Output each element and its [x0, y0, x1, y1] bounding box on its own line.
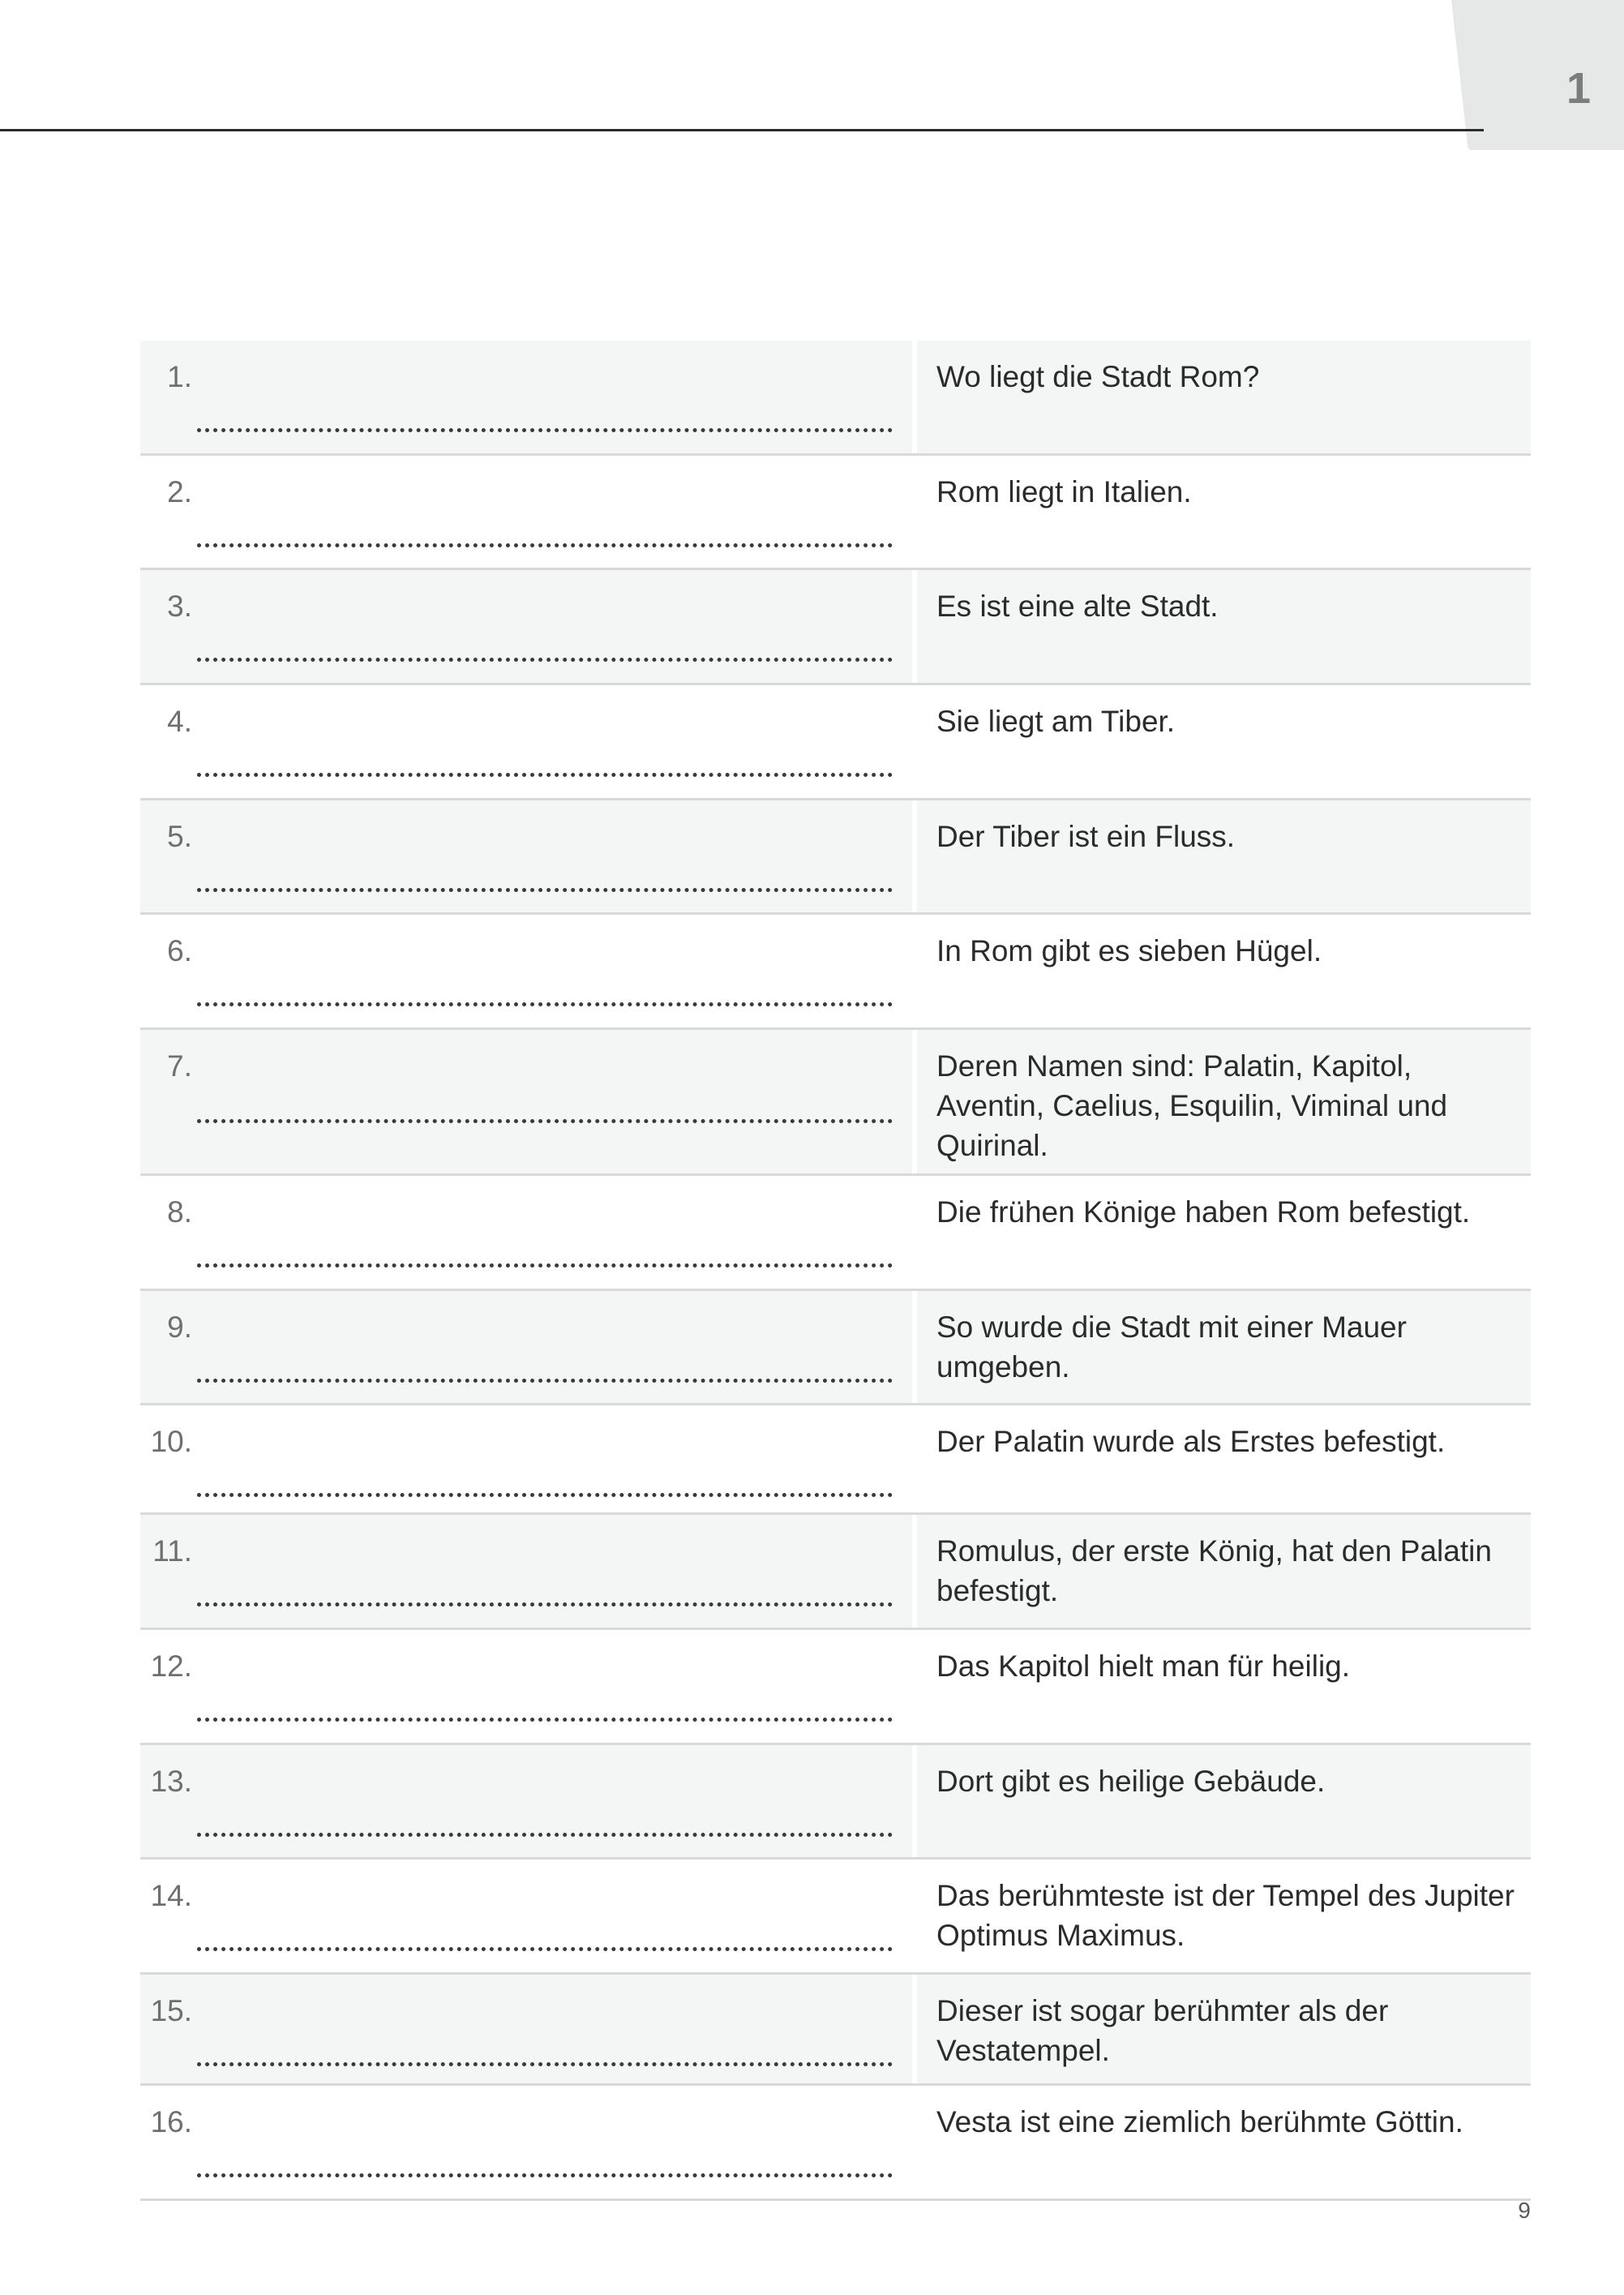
row-number: 11. [152, 1534, 192, 1568]
table-row [140, 915, 1531, 1030]
answer-line[interactable] [197, 1602, 893, 1606]
row-number: 13. [150, 1765, 192, 1798]
answer-line[interactable] [197, 1379, 893, 1383]
answer-line[interactable] [197, 773, 893, 777]
answer-line[interactable] [197, 1833, 893, 1837]
answer-line[interactable] [197, 2062, 893, 2066]
sentence-cell: Romulus, der erste König, hat den Palatin befestigt. [936, 1534, 1492, 1607]
table-row [140, 456, 1531, 570]
table-row [140, 1405, 1531, 1515]
row-number: 15. [150, 1994, 192, 2027]
answer-cell[interactable] [140, 915, 912, 1027]
sentence-cell: Dort gibt es heilige Gebäude. [936, 1765, 1326, 1798]
table-row [140, 570, 1531, 685]
table-row [140, 2086, 1531, 2201]
sentence-cell: Der Tiber ist ein Fluss. [936, 820, 1236, 853]
row-number: 10. [150, 1425, 192, 1458]
answer-cell[interactable] [140, 1630, 912, 1743]
answer-cell[interactable] [140, 456, 912, 568]
answer-cell[interactable] [140, 1405, 912, 1512]
row-number: 3. [167, 590, 192, 623]
sentence-cell: So wurde die Stadt mit einer Mauer umgeben. [936, 1311, 1407, 1383]
sentence-cell: Dieser ist sogar berühmter als der Vestatempel. [936, 1994, 1389, 2067]
answer-cell[interactable] [140, 1975, 912, 2083]
row-number: 2. [167, 475, 192, 508]
answer-line[interactable] [197, 2173, 893, 2177]
row-number: 6. [167, 934, 192, 967]
sentence-cell: Rom liegt in Italien. [936, 475, 1192, 508]
sentence-cell: In Rom gibt es sieben Hügel. [936, 934, 1322, 967]
table-row [140, 1745, 1531, 1860]
answer-line[interactable] [197, 1493, 893, 1497]
table-row [140, 1176, 1531, 1291]
table-row [140, 1860, 1531, 1975]
answer-cell[interactable] [140, 1515, 912, 1628]
answer-line[interactable] [197, 1002, 893, 1006]
row-number: 9. [167, 1311, 192, 1344]
sentence-cell: Wo liegt die Stadt Rom? [936, 360, 1260, 393]
answer-cell[interactable] [140, 685, 912, 798]
sentence-cell: Das berühmteste ist der Tempel des Jupiter Optimus Maximus. [936, 1879, 1515, 1952]
answer-line[interactable] [197, 888, 893, 892]
answer-cell[interactable] [140, 1176, 912, 1289]
table-row [140, 1030, 1531, 1176]
row-number: 5. [167, 820, 192, 853]
answer-cell[interactable] [140, 1291, 912, 1403]
sentence-cell: Die frühen Könige haben Rom befestigt. [936, 1195, 1471, 1229]
answer-line[interactable] [197, 1263, 893, 1268]
row-number: 1. [167, 360, 192, 393]
sentence-cell: Deren Namen sind: Palatin, Kapitol, Aventin, Caelius, Esquilin, Viminal und Quirinal. [936, 1049, 1448, 1162]
row-number: 16. [150, 2105, 192, 2138]
row-number: 4. [167, 705, 192, 738]
answer-line[interactable] [197, 658, 893, 662]
table-row [140, 1515, 1531, 1630]
answer-line[interactable] [197, 1718, 893, 1722]
sentence-cell: Das Kapitol hielt man für heilig. [936, 1649, 1351, 1683]
table-row [140, 1291, 1531, 1405]
exercise-table [140, 341, 1531, 2201]
sentence-cell: Es ist eine alte Stadt. [936, 590, 1219, 623]
answer-line[interactable] [197, 1947, 893, 1951]
table-row [140, 1975, 1531, 2086]
table-row [140, 800, 1531, 915]
table-row [140, 341, 1531, 456]
table-row [140, 1630, 1531, 1745]
row-number: 8. [167, 1195, 192, 1229]
row-number: 7. [167, 1049, 192, 1083]
page-number: 9 [1518, 2198, 1531, 2223]
answer-cell[interactable] [140, 800, 912, 912]
answer-cell[interactable] [140, 1745, 912, 1857]
answer-cell[interactable] [140, 2086, 912, 2198]
answer-cell[interactable] [140, 570, 912, 683]
row-number: 12. [150, 1649, 192, 1683]
answer-cell[interactable] [140, 1860, 912, 1972]
chapter-tab [1451, 0, 1624, 150]
sentence-cell: Der Palatin wurde als Erstes befestigt. [936, 1425, 1446, 1458]
chapter-number: 1 [1566, 64, 1592, 113]
row-number: 14. [150, 1879, 192, 1912]
sentence-cell: Vesta ist eine ziemlich berühmte Göttin. [936, 2105, 1463, 2138]
header-rule [0, 129, 1484, 131]
sentence-cell: Sie liegt am Tiber. [936, 705, 1176, 738]
table-row [140, 685, 1531, 800]
answer-cell[interactable] [140, 1030, 912, 1173]
answer-line[interactable] [197, 543, 893, 547]
answer-line[interactable] [197, 428, 893, 432]
answer-cell[interactable] [140, 341, 912, 453]
answer-line[interactable] [197, 1119, 893, 1123]
